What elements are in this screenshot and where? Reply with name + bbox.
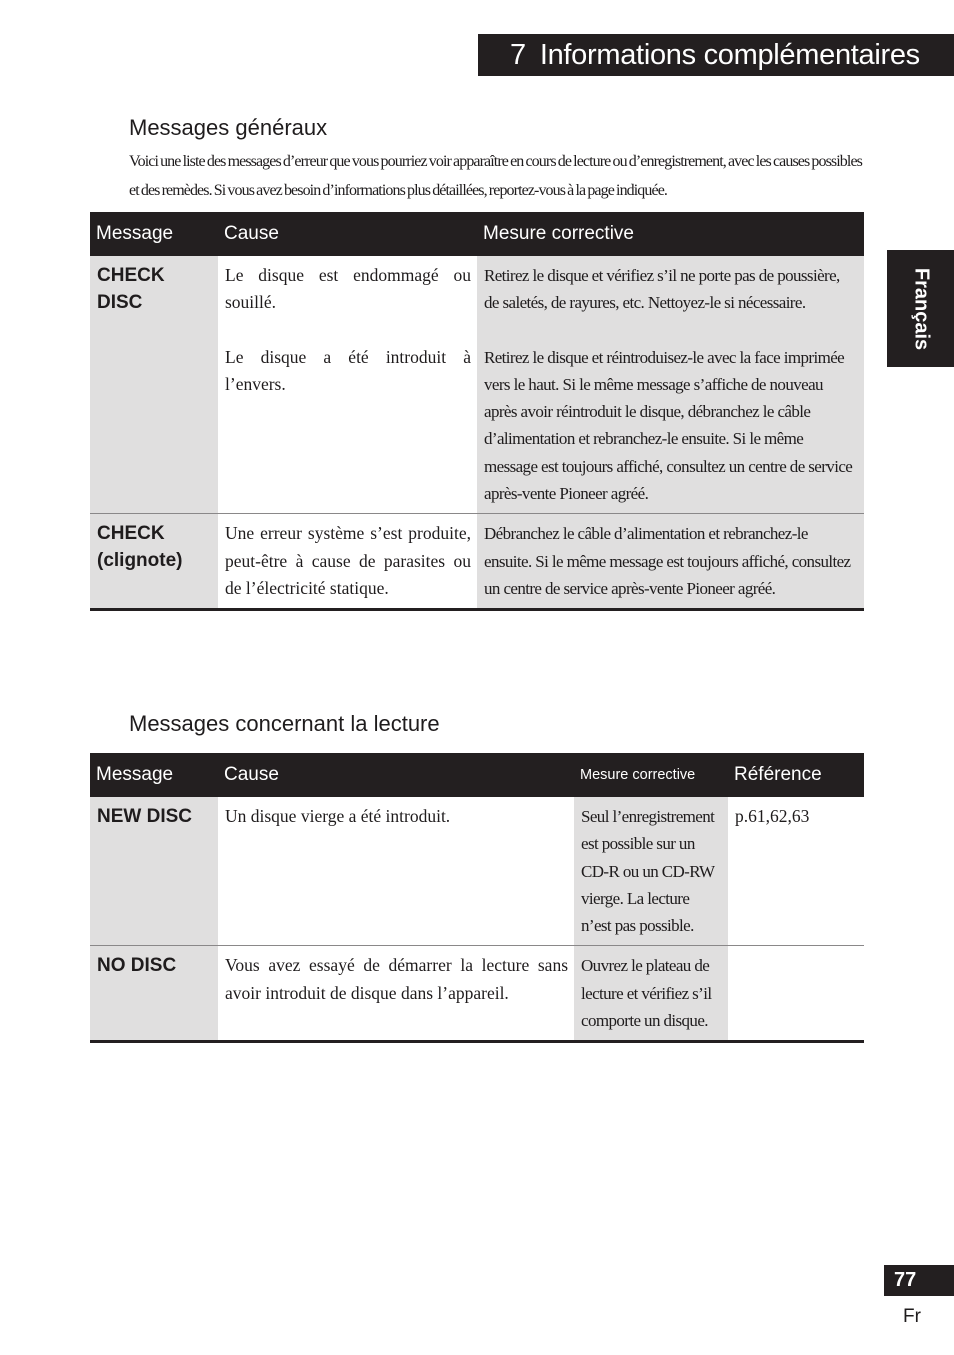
table-header-row xyxy=(90,212,864,256)
section-heading-playback: Messages concernant la lecture xyxy=(129,711,440,736)
column-header-message: Message xyxy=(90,212,218,256)
message-code: CHECK (clignote) xyxy=(90,514,218,610)
reference-pages xyxy=(728,946,864,1042)
cause-text: Vous avez essayé de démarrer la lecture sans avoir introduit de disque dans l’appareil. xyxy=(218,946,574,1042)
language-tab-label: Français xyxy=(910,267,932,350)
language-tab xyxy=(887,250,954,367)
intro-paragraph: Voici une liste des messages d’erreur que vous pourriez voir apparaître en cours de lecture ou d’enregistrement, avec les causes possibles et des remèdes. Si vous avez besoin d’informations plus détaillées, reportez-vous à la page indiquée. xyxy=(129,153,862,199)
playback-messages-table xyxy=(90,753,864,1043)
page-number: 77 xyxy=(884,1265,954,1296)
column-header-corrective: Mesure corrective xyxy=(477,212,864,256)
cause-text: Une erreur système s’est produite, peut-être à cause de parasites ou de l’électricité statique. xyxy=(218,514,477,610)
column-header-message: Message xyxy=(90,753,218,797)
message-code: CHECK DISC xyxy=(90,256,218,514)
corrective-text: Ouvrez le plateau de lecture et vérifiez s’il comporte un disque. xyxy=(574,946,728,1042)
section-heading-general: Messages généraux xyxy=(129,115,328,140)
message-code: NO DISC xyxy=(90,946,218,1042)
message-code: NEW DISC xyxy=(90,797,218,946)
table-row xyxy=(90,946,864,1042)
cause-text: Un disque vierge a été introduit. xyxy=(218,797,574,946)
cause-cell xyxy=(218,256,477,514)
corrective-cell xyxy=(477,256,864,514)
chapter-header xyxy=(478,34,954,76)
chapter-number: 7 xyxy=(510,39,526,71)
table-row xyxy=(90,256,864,514)
column-header-reference: Référence xyxy=(728,753,864,797)
corrective-text: Retirez le disque et réintroduisez-le avec la face imprimée vers le haut. Si le même message s’affiche de nouveau après avoir réintroduit le disque, débranchez le câble d’alimentation et rebranchez-le ensuite. Si le même message est toujours affiché, consultez un centre de service après-vente Pioneer agréé. xyxy=(484,347,853,504)
cause-text: Le disque est endommagé ou souillé. xyxy=(225,265,471,313)
column-header-corrective: Mesure corrective xyxy=(574,753,728,797)
chapter-title: Informations complémentaires xyxy=(539,39,920,71)
table-header-row xyxy=(90,753,864,797)
column-header-cause: Cause xyxy=(218,212,477,256)
reference-pages: p.61,62,63 xyxy=(728,797,864,946)
general-messages-table xyxy=(90,212,864,611)
table-row xyxy=(90,514,864,610)
page-language-code: Fr xyxy=(903,1306,921,1327)
corrective-text: Retirez le disque et vérifiez s’il ne porte pas de poussière, de saletés, de rayures, etc. Nettoyez-le si nécessaire. xyxy=(484,266,840,313)
corrective-text: Débranchez le câble d’alimentation et rebranchez-le ensuite. Si le même message est toujours affiché, consultez un centre de service après-vente Pioneer agréé. xyxy=(477,514,864,610)
column-header-cause: Cause xyxy=(218,753,574,797)
cause-text: Le disque a été introduit à l’envers. xyxy=(225,346,471,394)
table-row xyxy=(90,797,864,946)
corrective-text: Seul l’enregistrement est possible sur un CD-R ou un CD-RW vierge. La lecture n’est pas possible. xyxy=(574,797,728,946)
